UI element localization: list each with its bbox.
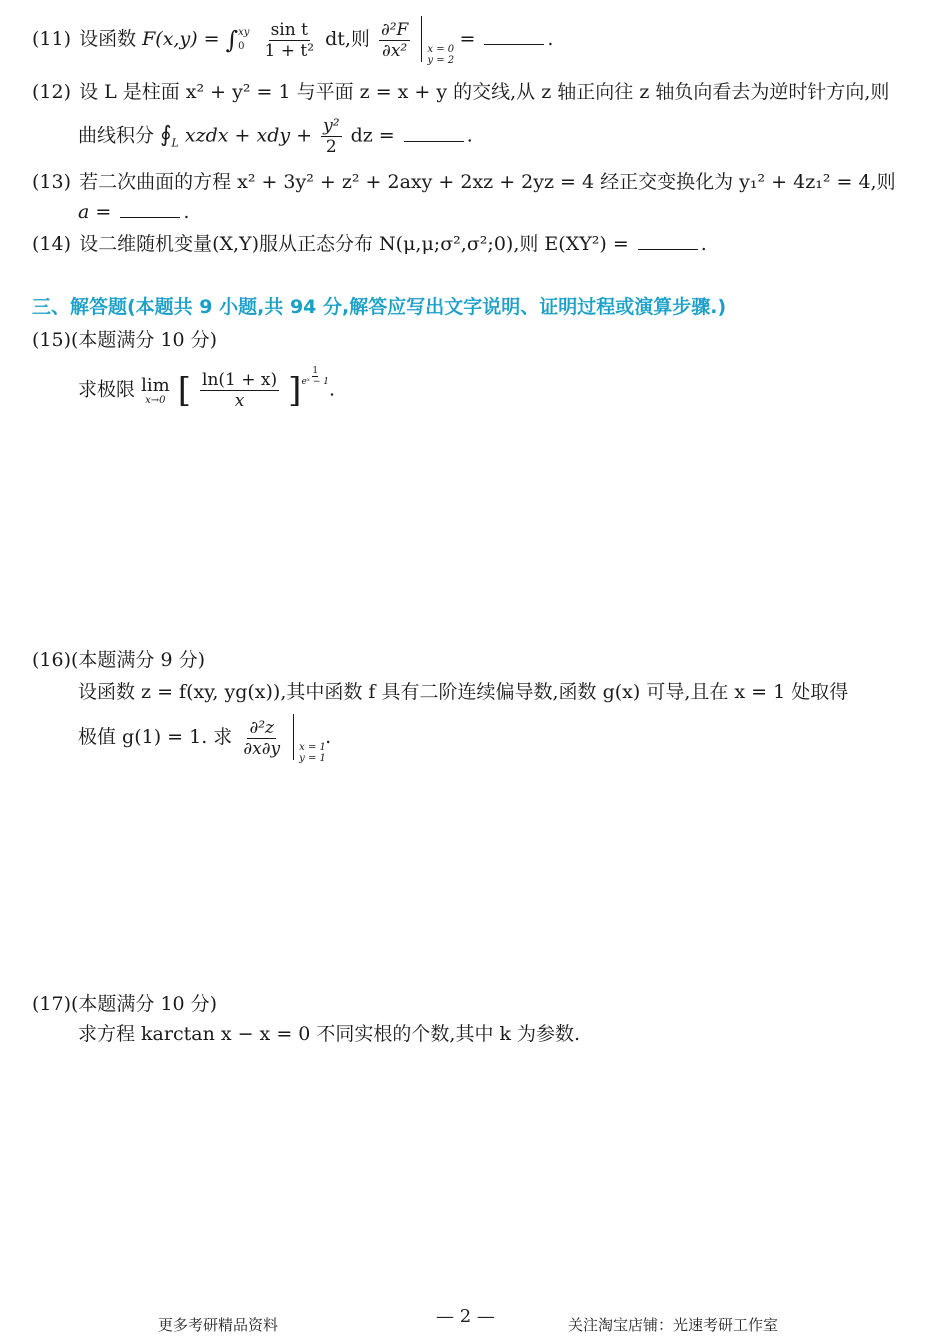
- q11-text: 设函数: [79, 28, 137, 50]
- evaluation-bar: [419, 18, 455, 66]
- page-number: — 2 —: [436, 1306, 495, 1327]
- answer-blank: [404, 125, 464, 142]
- evaluation-bar: [291, 716, 326, 764]
- q11-equals: =: [459, 28, 476, 50]
- q11-dt: dt,则: [325, 28, 370, 50]
- q14-text: 设二维随机变量(X,Y)服从正态分布 N(μ,μ;σ²,σ²;0),则 E(XY²) =: [79, 233, 629, 255]
- fraction-numerator: sin t: [270, 19, 308, 40]
- fraction-numerator: ln(1 + x): [202, 370, 278, 390]
- question-15-body: [78, 366, 335, 411]
- q15-exponent: [301, 366, 329, 387]
- integral-sign: ∫: [225, 26, 239, 54]
- q16-text-b: 极值 g(1) = 1. 求: [78, 726, 233, 748]
- fraction-denominator: 2: [325, 137, 337, 157]
- question-17-body: 求方程 karctan x − x = 0 不同实根的个数,其中 k 为参数.: [78, 1023, 581, 1045]
- left-bracket: [: [177, 370, 191, 411]
- right-bracket: ]: [288, 370, 302, 411]
- footer-right: 关注淘宝店铺：光速考研工作室: [568, 1316, 779, 1334]
- question-15-header: (15)(本题满分 10 分): [32, 329, 218, 351]
- lim-subscript: x→0: [145, 394, 166, 406]
- q12-text-a: 曲线积分: [78, 124, 155, 147]
- question-17-header: (17)(本题满分 10 分): [32, 993, 218, 1015]
- eval-condition-x: x = 1: [299, 742, 326, 753]
- q12-text: 设 L 是柱面 x² + y² = 1 与平面 z = x + y 的交线,从 z 轴正向往 z 轴负向看去为逆时针方向,则: [79, 81, 890, 103]
- derivative-denominator: ∂x²: [382, 40, 408, 61]
- integral-lower: 0: [238, 41, 245, 52]
- q13-a-equals: a =: [78, 201, 112, 223]
- fraction-numerator: y²: [323, 116, 340, 136]
- q16-derivative: [241, 718, 282, 759]
- contour-subscript: L: [171, 136, 179, 150]
- q15-fraction: [200, 370, 279, 411]
- question-16-header: (16)(本题满分 9 分): [32, 649, 205, 671]
- question-16-line-2: [78, 716, 332, 764]
- period: .: [700, 233, 707, 255]
- eval-condition-y: y = 1: [299, 753, 326, 764]
- q12-integrand: xzdx + xdy +: [184, 124, 313, 147]
- q12-fraction: [321, 116, 341, 157]
- question-number: (12): [32, 81, 72, 103]
- question-14: [32, 232, 707, 256]
- footer-left: 更多考研精品资料: [158, 1316, 279, 1334]
- question-12-line-2: [78, 116, 473, 157]
- answer-blank: [120, 201, 180, 218]
- period: .: [325, 726, 332, 748]
- integral-upper: xy: [238, 27, 250, 38]
- section-title: 三、解答题(本题共 9 小题,共 94 分,解答应写出文字说明、证明过程或演算步骤.): [32, 296, 727, 318]
- derivative-denominator: ∂x∂y: [243, 738, 281, 759]
- question-12-line-1: [32, 80, 889, 104]
- answer-blank: [638, 233, 698, 250]
- question-number: (14): [32, 233, 72, 255]
- q16-text: 设函数 z = f(xy, yg(x)),其中函数 f 具有二阶连续偏导数,函数 g(x) 可导,且在 x = 1 处取得: [78, 681, 849, 703]
- q12-dz: dz =: [350, 124, 395, 147]
- question-11: [32, 18, 554, 66]
- derivative-numerator: ∂²z: [249, 717, 275, 738]
- exponent-denominator: eˣ − 1: [301, 377, 329, 387]
- derivative-numerator: ∂²F: [380, 19, 409, 40]
- period: .: [547, 28, 554, 50]
- eval-condition-x: x = 0: [427, 44, 455, 55]
- answer-blank: [484, 28, 544, 45]
- question-16-line-1: [78, 680, 848, 704]
- period: .: [328, 378, 335, 401]
- fraction-denominator: x: [234, 391, 245, 411]
- question-number: (13): [32, 171, 72, 193]
- contour-integral-sign: ∮: [160, 122, 172, 148]
- exponent-numerator: 1: [312, 366, 319, 376]
- period: .: [466, 124, 473, 147]
- q11-derivative: [379, 20, 410, 61]
- limit-operator: [141, 376, 170, 406]
- question-13-line-2: [78, 200, 189, 224]
- question-13-line-1: [32, 170, 896, 194]
- integral-limits: [238, 26, 249, 54]
- lim-word: lim: [141, 374, 170, 396]
- eval-condition-y: y = 2: [427, 55, 455, 66]
- question-number: (11): [32, 28, 72, 50]
- q11-function: F(x,y) =: [142, 28, 220, 50]
- fraction-denominator: 1 + t²: [264, 40, 315, 61]
- q11-integrand: [263, 20, 317, 61]
- q15-text: 求极限: [78, 378, 136, 401]
- period: .: [183, 201, 190, 223]
- q13-text: 若二次曲面的方程 x² + 3y² + z² + 2axy + 2xz + 2yz = 4 经正交变换化为 y₁² + 4z₁² = 4,则: [79, 171, 896, 193]
